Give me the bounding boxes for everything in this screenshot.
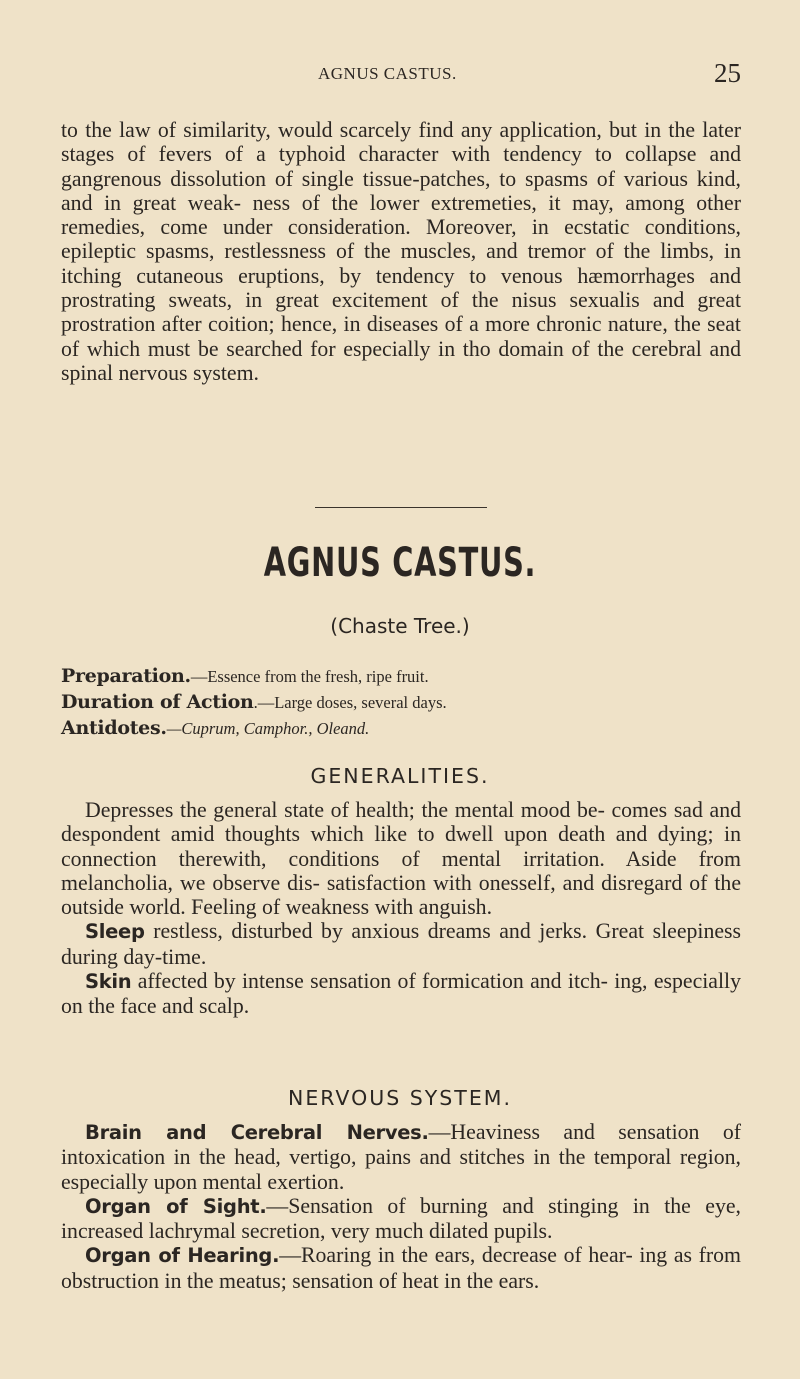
sight-paragraph <box>61 1194 741 1244</box>
brain-paragraph <box>61 1120 741 1194</box>
hearing-label: Organ of Hearing. <box>85 1244 280 1268</box>
article-title: AGNUS CASTUS. <box>263 540 537 586</box>
nervous-system-block <box>61 1120 741 1293</box>
duration-text: .—Large doses, several days. <box>253 693 447 712</box>
intro-paragraph-block <box>61 118 741 385</box>
page-number: 25 <box>714 58 741 88</box>
sleep-paragraph <box>61 919 741 969</box>
preparation-text: —Essence from the fresh, ripe fruit. <box>190 667 429 686</box>
generalities-paragraph: Depresses the general state of health; the mental mood be- comes sad and despondent amid thoughts which like to dwell upon death and dying; in connection therewith, conditions of mental irritation. Aside from melancholia, we observe dis- satisfaction with onesself, and disregard of the outside world. Feeling of weakness with anguish. <box>61 798 741 920</box>
intro-paragraph: to the law of similarity, would scarcely find any application, but in the later stages of fevers of a typhoid character with tendency to collapse and gangrenous dissolution of single tissue-patches, to spasms of various kind, and in great weak- ness of the lower extremeties, it may, among other remedies, come under consideration. Moreover, in ecstatic conditions, epileptic spasms, restlessness of the muscles, and tremor of the limbs, in itching cutaneous eruptions, by tendency to venous hæmorrhages and prostrating sweats, in great excitement of the nisus sexualis and great prostration after coition; hence, in diseases of a more chronic nature, the seat of which must be searched for especially in tho domain of the cerebral and spinal nervous system. <box>61 118 741 385</box>
section-divider <box>315 507 487 508</box>
sight-text: —Sensation of burning and stinging in the eye, increased lachrymal secretion, very much dilated pupils. <box>61 1193 741 1244</box>
sight-label: Organ of Sight. <box>85 1194 267 1218</box>
duration-label: Duration of Action <box>61 691 254 713</box>
antidotes-line <box>61 716 751 741</box>
nervous-system-heading: NERVOUS SYSTEM. <box>288 1086 512 1110</box>
brain-label: Brain and Cerebral Nerves. <box>85 1121 429 1144</box>
sleep-label: Sleep <box>85 920 145 944</box>
hearing-paragraph <box>61 1243 741 1293</box>
generalities-block <box>61 798 741 1019</box>
running-head <box>0 58 800 92</box>
hearing-text: —Roaring in the ears, decrease of hear- ing as from obstruction in the meatus; sensation of heat in the ears. <box>61 1243 742 1293</box>
preparation-line <box>61 664 751 689</box>
generalities-heading: GENERALITIES. <box>310 764 490 788</box>
skin-label: Skin <box>85 970 132 994</box>
brain-text: —Heaviness and sensation of intoxication in the head, vertigo, pains and stitches in the temporal region, especially upon mental exertion. <box>61 1120 741 1194</box>
skin-paragraph <box>61 969 741 1019</box>
antidotes-text: —Cuprum, Camphor., Oleand. <box>166 719 370 738</box>
antidotes-label: Antidotes. <box>61 717 167 739</box>
running-title: AGNUS CASTUS. <box>318 64 457 83</box>
duration-line <box>61 690 751 715</box>
sleep-text: restless, disturbed by anxious dreams and jerks. Great sleepiness during day-time. <box>61 919 741 969</box>
skin-text: affected by intense sensation of formication and itch- ing, especially on the face and scalp. <box>61 969 741 1019</box>
article-subtitle: (Chaste Tree.) <box>330 614 470 638</box>
preparation-label: Preparation. <box>61 665 191 687</box>
